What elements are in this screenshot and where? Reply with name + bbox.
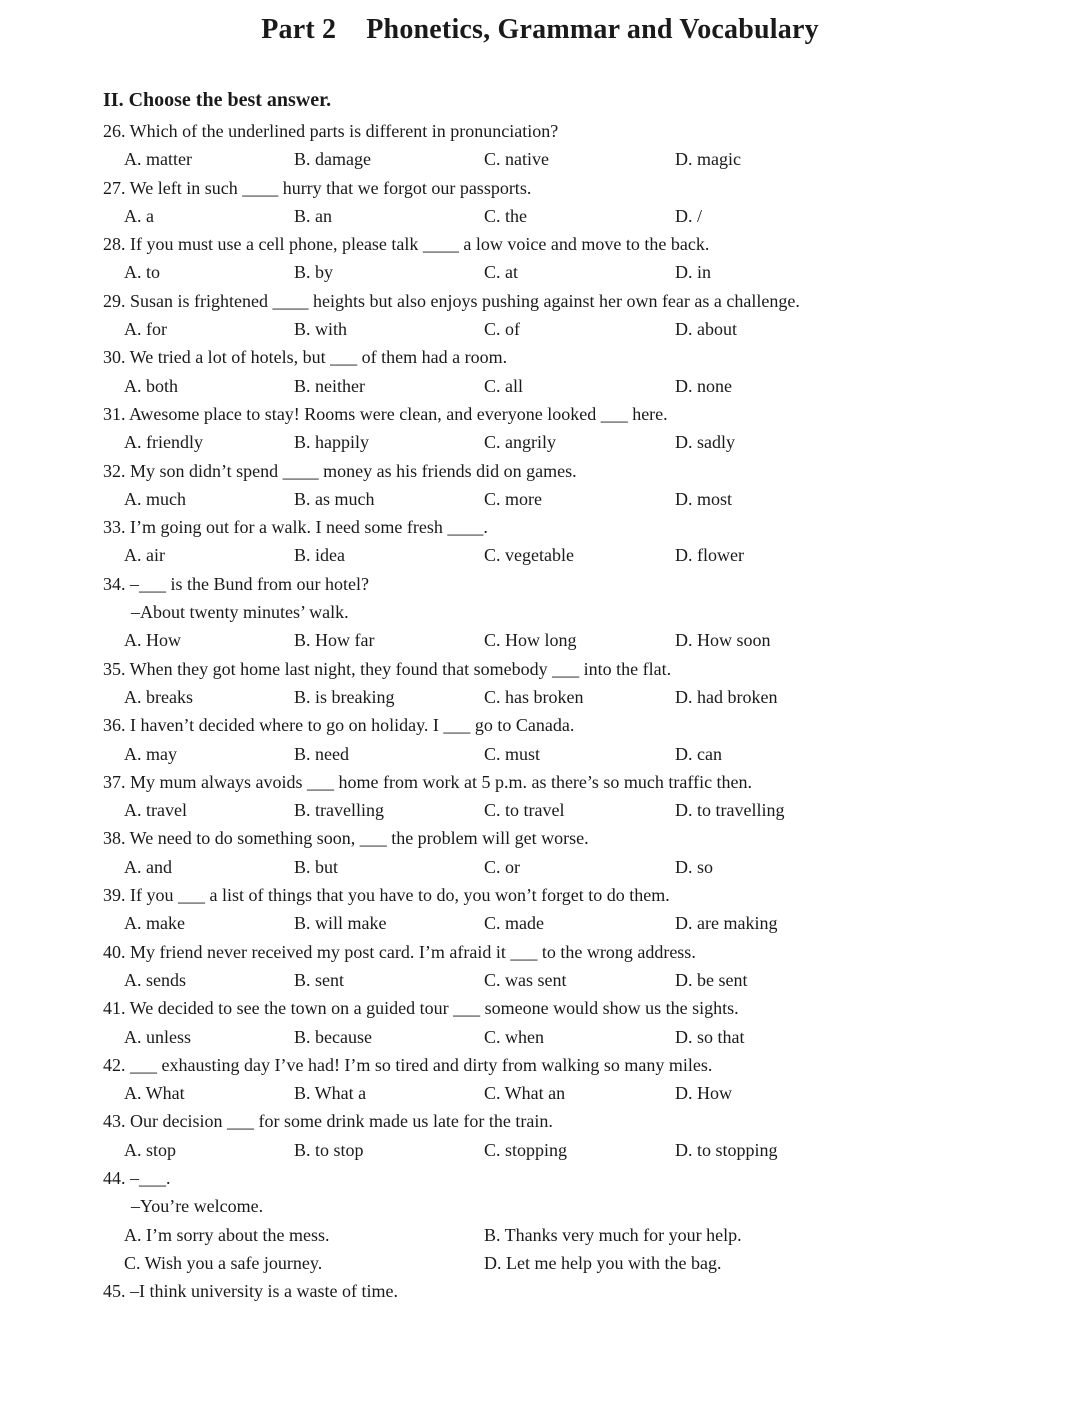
answer-option[interactable]: C. native (484, 149, 549, 170)
question-stem: 38. We need to do something soon, ___ the problem will get worse. (103, 828, 589, 849)
option-row (103, 1023, 1003, 1051)
part-label: Part 2 (261, 14, 337, 45)
answer-option[interactable]: A. stop (124, 1139, 177, 1160)
question-stem: 45. –I think university is a waste of time. (103, 1281, 398, 1302)
answer-option[interactable]: D. most (675, 488, 733, 509)
answer-option[interactable]: C. all (484, 375, 523, 396)
answer-option[interactable]: A. air (124, 545, 165, 566)
answer-option[interactable]: C. angrily (484, 432, 556, 453)
answer-option[interactable]: B. Thanks very much for your help. (484, 1224, 742, 1245)
answer-option[interactable]: D. flower (675, 545, 744, 566)
question-stem: 42. ___ exhausting day I’ve had! I’m so tired and dirty from walking so many miles. (103, 1054, 713, 1075)
option-row (103, 541, 1003, 569)
answer-option[interactable]: B. because (294, 1026, 372, 1047)
page-title (0, 14, 1080, 46)
answer-option[interactable]: D. are making (675, 913, 778, 934)
answer-option[interactable]: A. much (124, 488, 186, 509)
option-row (103, 966, 1003, 994)
answer-option[interactable]: B. idea (294, 545, 345, 566)
answer-option[interactable]: C. of (484, 319, 520, 340)
question-stem: 29. Susan is frightened ____ heights but also enjoys pushing against her own fear as a challenge. (103, 290, 800, 311)
answer-option[interactable]: A. I’m sorry about the mess. (124, 1224, 330, 1245)
question-reply: –About twenty minutes’ walk. (131, 602, 349, 623)
section-heading: II. Choose the best answer. (103, 89, 332, 111)
answer-option[interactable]: A. and (124, 856, 172, 877)
answer-option[interactable]: C. Wish you a safe journey. (124, 1252, 323, 1273)
answer-option[interactable]: A. sends (124, 969, 186, 990)
answer-option[interactable]: D. sadly (675, 432, 735, 453)
answer-option[interactable]: A. for (124, 319, 167, 340)
answer-option[interactable]: B. but (294, 856, 339, 877)
question-stem: 28. If you must use a cell phone, please talk ____ a low voice and move to the back. (103, 234, 710, 255)
answer-option[interactable]: C. to travel (484, 800, 565, 821)
option-row (103, 626, 1003, 654)
option-row (103, 1249, 1003, 1277)
answer-option[interactable]: A. friendly (124, 432, 203, 453)
part-title: Phonetics, Grammar and Vocabulary (366, 14, 819, 45)
answer-option[interactable]: C. was sent (484, 969, 567, 990)
answer-option[interactable]: D. to stopping (675, 1139, 778, 1160)
option-row (103, 485, 1003, 513)
option-row (103, 372, 1003, 400)
answer-option[interactable]: B. an (294, 205, 332, 226)
answer-option[interactable]: B. as much (294, 488, 375, 509)
answer-option[interactable]: A. breaks (124, 686, 193, 707)
option-row (103, 1221, 1003, 1249)
answer-option[interactable]: B. How far (294, 630, 375, 651)
question-stem: 31. Awesome place to stay! Rooms were clean, and everyone looked ___ here. (103, 403, 668, 424)
answer-option[interactable]: B. with (294, 319, 348, 340)
answer-option[interactable]: D. to travelling (675, 800, 785, 821)
option-row (103, 853, 1003, 881)
answer-option[interactable]: B. to stop (294, 1139, 364, 1160)
answer-option[interactable]: A. to (124, 262, 160, 283)
answer-option[interactable]: C. more (484, 488, 542, 509)
question-reply: –You’re welcome. (131, 1196, 264, 1217)
option-row (103, 683, 1003, 711)
answer-option[interactable]: D. can (675, 743, 722, 764)
answer-option[interactable]: D. / (675, 205, 702, 226)
answer-option[interactable]: D. How soon (675, 630, 771, 651)
answer-option[interactable]: D. about (675, 319, 737, 340)
answer-option[interactable]: B. neither (294, 375, 365, 396)
question-stem: 26. Which of the underlined parts is different in pronunciation? (103, 121, 559, 141)
answer-option[interactable]: C. must (484, 743, 541, 764)
option-row (103, 202, 1003, 230)
answer-option[interactable]: A. may (124, 743, 177, 764)
question-stem: 39. If you ___ a list of things that you have to do, you won’t forget to do them. (103, 885, 670, 906)
answer-option[interactable]: C. the (484, 205, 527, 226)
answer-option[interactable]: C. made (484, 913, 544, 934)
answer-option[interactable]: A. unless (124, 1026, 191, 1047)
question-stem: 30. We tried a lot of hotels, but ___ of them had a room. (103, 347, 508, 368)
answer-option[interactable]: C. has broken (484, 686, 584, 707)
question-stem: 44. –___. (103, 1167, 171, 1188)
question-stem: 43. Our decision ___ for some drink made us late for the train. (103, 1111, 553, 1132)
option-row (103, 145, 1003, 173)
answer-option[interactable]: B. sent (294, 969, 345, 990)
answer-option[interactable]: B. What a (294, 1083, 367, 1104)
answer-option[interactable]: A. a (124, 205, 154, 226)
option-row (103, 740, 1003, 768)
answer-option[interactable]: C. or (484, 856, 520, 877)
answer-option[interactable]: B. damage (294, 149, 371, 170)
question-stem: 40. My friend never received my post card. I’m afraid it ___ to the wrong address. (103, 941, 696, 962)
option-row (103, 909, 1003, 937)
answer-option[interactable]: D. be sent (675, 969, 748, 990)
answer-option[interactable]: D. so that (675, 1026, 745, 1047)
answer-option[interactable]: A. both (124, 375, 178, 396)
answer-option[interactable]: B. by (294, 262, 334, 283)
option-row (103, 1079, 1003, 1107)
option-row (103, 315, 1003, 343)
answer-option[interactable]: C. at (484, 262, 518, 283)
option-row (103, 258, 1003, 286)
question-list (103, 117, 1003, 1305)
question-stem: 35. When they got home last night, they found that somebody ___ into the flat. (103, 658, 672, 679)
answer-option[interactable]: D. had broken (675, 686, 778, 707)
answer-option[interactable]: B. travelling (294, 800, 384, 821)
answer-option[interactable]: B. need (294, 743, 349, 764)
question-stem: 34. –___ is the Bund from our hotel? (103, 573, 369, 594)
question-stem: 33. I’m going out for a walk. I need some fresh ____. (103, 517, 488, 538)
answer-option[interactable]: D. magic (675, 149, 741, 170)
answer-option[interactable]: A. matter (124, 149, 192, 170)
question-stem: 27. We left in such ____ hurry that we forgot our passports. (103, 177, 532, 198)
answer-option[interactable]: B. will make (294, 913, 387, 934)
option-row (103, 1136, 1003, 1164)
answer-option[interactable]: C. vegetable (484, 545, 574, 566)
answer-option[interactable]: A. How (124, 630, 181, 651)
question-stem: 32. My son didn’t spend ____ money as his friends did on games. (103, 460, 577, 481)
answer-option[interactable]: B. happily (294, 432, 369, 453)
answer-option[interactable]: D. How (675, 1083, 732, 1104)
answer-option[interactable]: C. stopping (484, 1139, 568, 1160)
question-stem: 36. I haven’t decided where to go on holiday. I ___ go to Canada. (103, 715, 575, 736)
answer-option[interactable]: A. What (124, 1083, 185, 1104)
answer-option[interactable]: C. How long (484, 630, 577, 651)
question-stem: 41. We decided to see the town on a guided tour ___ someone would show us the sights. (103, 998, 739, 1019)
question-stem: 37. My mum always avoids ___ home from work at 5 p.m. as there’s so much traffic then. (103, 771, 753, 792)
option-row (103, 428, 1003, 456)
answer-option[interactable]: D. in (675, 262, 711, 283)
answer-option[interactable]: A. make (124, 913, 185, 934)
answer-option[interactable]: C. What an (484, 1083, 566, 1104)
answer-option[interactable]: C. when (484, 1026, 544, 1047)
answer-option[interactable]: D. so (675, 856, 714, 877)
option-row (103, 796, 1003, 824)
answer-option[interactable]: D. Let me help you with the bag. (484, 1252, 722, 1273)
answer-option[interactable]: B. is breaking (294, 686, 395, 707)
answer-option[interactable]: A. travel (124, 800, 187, 821)
answer-option[interactable]: D. none (675, 375, 732, 396)
